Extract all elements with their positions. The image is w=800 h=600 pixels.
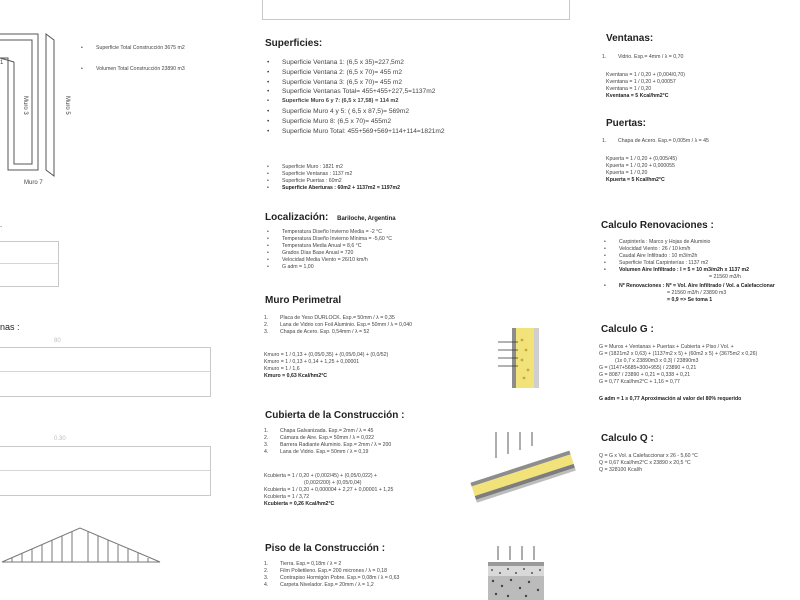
floor-section-diagram xyxy=(488,546,544,600)
partial-mark: . xyxy=(0,220,3,229)
wall-section-diagram xyxy=(498,326,548,390)
superficie-item: • Superficie Ventana 1: (6,5 x 35)=227,5m2 xyxy=(264,58,445,68)
cubierta-calc xyxy=(264,473,393,508)
cubierta-list xyxy=(262,428,391,456)
calc-line: Kpuerta = 5 Kcal/hm2°C xyxy=(606,177,665,183)
bullet-superficie-total: • Superficie Total Construcción 3675 m2 xyxy=(78,38,185,59)
table-box-1 xyxy=(0,241,59,287)
localizacion-item: • Temperatura Diseño Invierno Media = -2 °C xyxy=(264,229,392,236)
localizacion-item: • Temperatura Media Anual = 8,6 °C xyxy=(264,243,392,250)
muro-title: Muro Perimetral xyxy=(265,295,342,306)
piso-title: Piso de la Construcción : xyxy=(265,543,386,554)
calc-line: Kventana = 5 Kcal/hm2°C xyxy=(606,93,669,99)
calc-line: Kventana = 1 / 0,20 + (0,004/0,70) xyxy=(606,72,686,78)
localizacion-list xyxy=(264,229,392,271)
superficie-item: • Superficie Ventana 2: (6,5 x 70)= 455 m2 xyxy=(264,68,445,78)
superficies-list xyxy=(264,58,445,136)
superficie-item: • Superficie Muro 4 y 5: ( 6,5 x 87,5)= 569m2 xyxy=(264,107,445,117)
calc-line: Q = 328100 Kcal/h xyxy=(599,467,643,473)
renovaciones-item: • Volumen Aire Infiltrado : I = 5 = 10 m3/m2h x 1137 m2 xyxy=(601,267,775,274)
calc-line: (0,002/200) + (0,05/0,04) xyxy=(304,480,362,486)
puertas-title: Puertas: xyxy=(606,118,647,129)
localizacion-city: Bariloche, Argentina xyxy=(337,216,396,222)
total-item: • Superficie Muro : 1821 m2 xyxy=(264,164,400,171)
faint-number-1: 80 xyxy=(54,338,61,344)
left-column xyxy=(0,0,250,600)
total-item: • Superficie Ventanas : 1137 m2 xyxy=(264,171,400,178)
calc-line: Kmuro = 1 / 0,13 + 0,14 + 1,25 + 0,00001 xyxy=(264,359,360,365)
divider-3 xyxy=(0,470,210,471)
piso-item: 1. Tierra. Esp.= 0,18m / λ = 2 xyxy=(264,561,342,567)
piso-item: 3. Contrapiso Hormigón Pobre. Esp.= 0,08m / λ = 0,63 xyxy=(264,575,400,581)
superficie-item: • Superficie Muro 6 y 7: (6,5 x 17,58) = 114 m2 xyxy=(264,97,445,107)
renovaciones-item: • Velocidad Viento : 26 / 10 km/h xyxy=(601,246,775,253)
calculo-g-title: Calculo G : xyxy=(601,324,654,335)
ventanas-list xyxy=(600,54,683,61)
renovaciones-title: Calculo Renovaciones : xyxy=(601,220,714,231)
calc-line: Kmuro = 1 / 0,13 + (0,05/0,35) + (0,05/0,04) + (0,0/52) xyxy=(264,352,389,358)
calc-line: G = (1821m2 x 0,63) + (1137m2 x 5) + (60m2 x 5) + (3675m2 x 0,26) xyxy=(599,351,758,357)
label-muro-3: Muro 3 xyxy=(22,96,28,115)
calc-line: Kcubierta = 1 / 3,72 xyxy=(264,494,310,500)
renovaciones-item: • Caudal Aire Infiltrado : 10 m3/m2h xyxy=(601,253,775,260)
ventanas-item: 1. Vidrio. Esp.= 4mm / λ = 0,70 xyxy=(602,54,684,60)
muro-calc xyxy=(264,352,388,380)
table-box-2 xyxy=(0,347,211,397)
superficie-item: • Superficie Muro 8: (6,5 x 70)= 455m2 xyxy=(264,117,445,127)
calculo-q-lines xyxy=(599,453,698,474)
calc-line: Q = G x Vol. a Calefaccionar x 26 - 5,60 °C xyxy=(599,453,698,459)
piso-item: 4. Carpeta Nivelador. Esp.= 20mm / λ = 1,2 xyxy=(264,582,374,588)
divider-1 xyxy=(0,263,58,264)
piso-item: 2. Film Polietileno. Esp.= 200 micrones / λ = 0,18 xyxy=(264,568,387,574)
ventanas-title: Ventanas: xyxy=(606,33,654,44)
piso-list xyxy=(262,561,399,589)
muro-item: 2. Lana de Vidrio con Foil Aluminio. Esp.= 50mm / λ = 0,040 xyxy=(264,322,412,328)
cubierta-item: 1. Chapa Galvanizada. Esp.= 2mm / λ = 45 xyxy=(264,428,374,434)
superficie-item: • Superficie Ventana 3: (6,5 x 70)= 455 m2 xyxy=(264,78,445,88)
label-muro-7: Muro 7 xyxy=(24,180,43,186)
ventanas-calc xyxy=(606,72,685,100)
calc-line: Kventana = 1 / 0,20 + 0,00057 xyxy=(606,79,676,85)
cubierta-item: 2. Cámara de Aire. Esp.= 50mm / λ = 0,022 xyxy=(264,435,374,441)
localizacion-label: Localización: xyxy=(265,212,329,223)
top-cropped-box xyxy=(262,0,570,20)
divider-2 xyxy=(0,371,210,372)
label-muro-5: Muro 5 xyxy=(64,96,70,115)
label-partial-1: 1 xyxy=(0,60,4,66)
localizacion-title xyxy=(265,212,396,223)
calc-result: G adm = 1 ≥ 0,77 Aproximación al valor del 80% requerido xyxy=(599,396,742,402)
superficie-item: • Superficie Muro Total: 455+569+569+114+114=1821m2 xyxy=(264,127,445,137)
calculo-g-lines xyxy=(599,344,757,403)
partial-heading: nas : xyxy=(0,322,20,332)
calc-line: Kmuro = 1 / 1,6 xyxy=(264,366,300,372)
calc-line: G = 8087 / 23890 + 0,21 = 0,338 + 0,21 xyxy=(599,372,691,378)
calculo-q-title: Calculo Q : xyxy=(601,433,654,444)
superficies-title: Superficies: xyxy=(265,38,323,49)
localizacion-item: • Temperatura Diseño Invierno Mínima = -5,60 °C xyxy=(264,236,392,243)
cubierta-item: 4. Lana de Vidrio. Esp.= 50mm / λ = 0,19 xyxy=(264,449,369,455)
superficie-item: • Superficie Ventanas Total= 455+455+227,5=1137m2 xyxy=(264,87,445,97)
renovaciones-item: • Superficie Total Carpinterías : 1137 m2 xyxy=(601,260,775,267)
puertas-list xyxy=(600,138,709,145)
calc-line: (1x 0,7 x 23890m3 x 0,3) / 23890m3 xyxy=(615,358,699,364)
renovaciones-extra: = 21560 m3/h / 23890 m3 xyxy=(667,290,727,296)
localizacion-item: • Grados Días Base Anual = 720 xyxy=(264,250,392,257)
renovaciones-list xyxy=(601,239,775,304)
calc-line: Kcubierta = 1 / 0,20 + (0,002/45) + (0,05/0,022) + xyxy=(264,473,378,479)
puertas-item: 1. Chapa de Acero. Esp.= 0,005m / λ = 45 xyxy=(602,138,709,144)
muro-item: 1. Placa de Yeso DURLOCK. Esp.= 50mm / λ = 0,35 xyxy=(264,315,395,321)
calc-line: Kpuerta = 1 / 0,20 + 0,000055 xyxy=(606,163,675,169)
table-box-3 xyxy=(0,446,211,496)
roof-section-diagram xyxy=(468,428,578,508)
roof-truss-sketch xyxy=(0,520,170,570)
calc-line: Kcubierta = 0,26 Kcal/hm2°C xyxy=(264,501,335,507)
calc-line: Kpuerta = 1 / 0,20 + (0,005/45) xyxy=(606,156,677,162)
bullet-volumen-total: • Volumen Total Construcción 23890 m3 xyxy=(78,59,185,80)
calc-line: Q = 0,67 Kcal/hm2°C x 23890 x 20,5 °C xyxy=(599,460,691,466)
muro-item: 3. Chapa de Acero. Esp. 0,54mm / λ = 52 xyxy=(264,329,370,335)
renovaciones-continuation: = 21560 m3/h xyxy=(709,274,741,280)
faint-number-2: 0.30 xyxy=(54,436,66,442)
calc-line: Kcubierta = 1 / 0,20 + 0,000004 + 2,27 + 0,00001 + 1,25 xyxy=(264,487,394,493)
total-item: • Superficie Aberturas : 60m2 + 1137m2 = 1197m2 xyxy=(264,185,400,192)
calc-line: G = (1147+5685+300+955) / 23890 + 0,21 xyxy=(599,365,697,371)
left-bullets xyxy=(78,38,185,80)
muro-list xyxy=(262,315,412,336)
calc-line: Kpuerta = 1 / 0,20 xyxy=(606,170,648,176)
renovaciones-extra: • Nº Renovaciones : Nº = Vol. Aire Infiltrado / Vol. a Calefaccionar xyxy=(601,283,775,290)
superficies-totals xyxy=(264,164,400,192)
calc-line: Kmuro = 0,63 Kcal/hm2°C xyxy=(264,373,328,379)
total-item: • Superficie Puertas : 60m2 xyxy=(264,178,400,185)
calc-line: G = 0,77 Kcal/hm2°C + 1,16 = 0,77 xyxy=(599,379,680,385)
renovaciones-item: • Carpintería : Marco y Hojas de Aluminio xyxy=(601,239,775,246)
calc-line: G = Muros + Ventanas + Puertas + Cubierta + Piso / Vol. + xyxy=(599,344,734,350)
localizacion-item: • G adm = 1,00 xyxy=(264,264,392,271)
cubierta-title: Cubierta de la Construcción : xyxy=(265,410,405,421)
cubierta-item: 3. Barrera Radiante Aluminio. Esp.= 2mm / λ = 200 xyxy=(264,442,392,448)
calc-line: Kventana = 1 / 0,20 xyxy=(606,86,652,92)
localizacion-item: • Velocidad Media Viento = 26/10 km/h xyxy=(264,257,392,264)
renovaciones-extra: = 0,9 => Se toma 1 xyxy=(667,297,713,303)
puertas-calc xyxy=(606,156,677,184)
